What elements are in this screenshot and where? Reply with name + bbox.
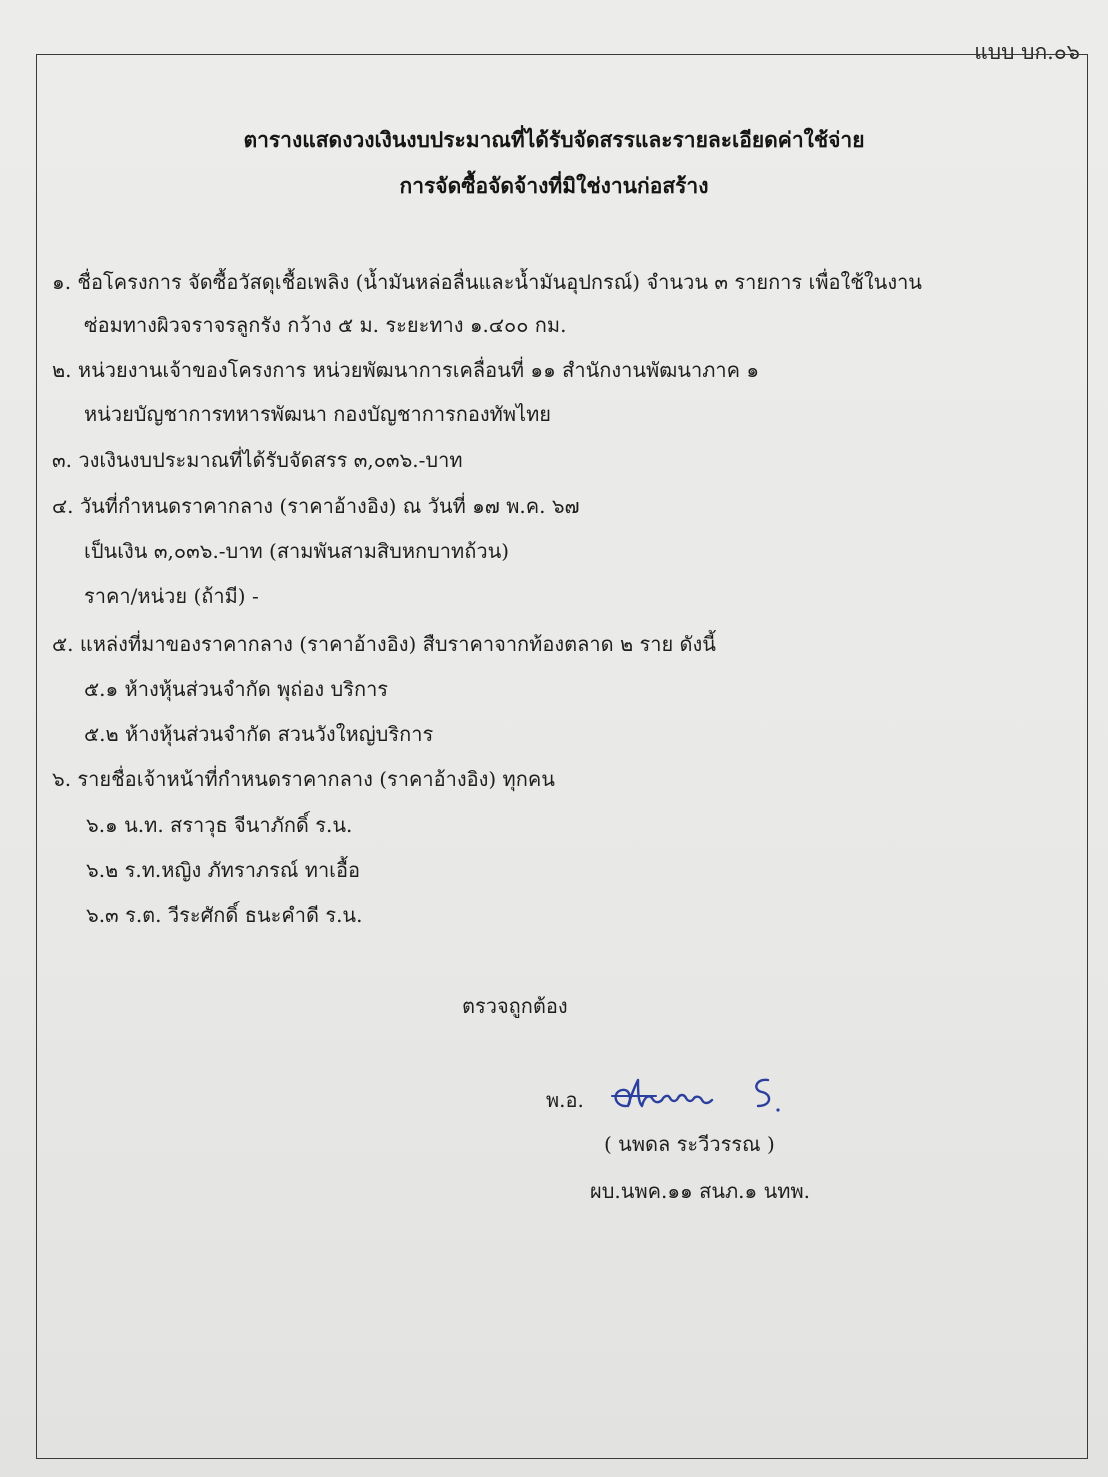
item-5-1-vendor: ๕.๑ ห้างหุ้นส่วนจำกัด พุถ่อง บริการ <box>84 677 389 701</box>
signer-position: ผบ.นพค.๑๑ สนภ.๑ นทพ. <box>590 1179 810 1203</box>
item-6-3-official: ๖.๓ ร.ต. วีระศักดิ์ ธนะคำดี ร.น. <box>86 903 363 927</box>
document-title-line-1: ตารางแสดงวงเงินงบประมาณที่ได้รับจัดสรรและรายละเอียดค่าใช้จ่าย <box>243 127 865 152</box>
item-6-1-official: ๖.๑ น.ท. สราวุธ จีนาภักดิ์ ร.น. <box>86 813 353 837</box>
handwritten-signature <box>608 1072 788 1120</box>
item-3-budget: ๓. วงเงินงบประมาณที่ได้รับจัดสรร ๓,๐๓๖.-บาท <box>52 448 463 472</box>
item-4-amount: เป็นเงิน ๓,๐๓๖.-บาท (สามพันสามสิบหกบาทถ้วน) <box>84 539 510 563</box>
item-1-project-detail: ซ่อมทางผิวจราจรลูกรัง กว้าง ๕ ม. ระยะทาง ๑.๔๐๐ กม. <box>84 313 567 337</box>
item-2-owner-command: หน่วยบัญชาการทหารพัฒนา กองบัญชาการกองทัพไทย <box>84 402 552 426</box>
item-5-price-source: ๕. แหล่งที่มาของราคากลาง (ราคาอ้างอิง) สืบราคาจากท้องตลาด ๒ ราย ดังนี้ <box>52 632 716 656</box>
document-frame <box>36 54 1088 1459</box>
signer-name: ( นพดล ระวีวรรณ ) <box>604 1132 775 1156</box>
item-6-officials: ๖. รายชื่อเจ้าหน้าที่กำหนดราคากลาง (ราคาอ้างอิง) ทุกคน <box>52 767 555 791</box>
item-5-2-vendor: ๕.๒ ห้างหุ้นส่วนจำกัด สวนวังใหญ่บริการ <box>84 722 434 746</box>
signer-rank: พ.อ. <box>546 1088 584 1112</box>
verified-label: ตรวจถูกต้อง <box>462 994 568 1018</box>
item-4-unit-price: ราคา/หน่วย (ถ้ามี) - <box>84 584 259 608</box>
item-1-project-name: ๑. ชื่อโครงการ จัดซื้อวัสดุเชื้อเพลิง (น้ำมันหล่อลื่นและน้ำมันอุปกรณ์) จำนวน ๓ รายการ เพื่อใช้ในงาน <box>52 270 922 294</box>
form-code: แบบ บก.๐๖ <box>974 40 1080 64</box>
item-2-owner-unit: ๒. หน่วยงานเจ้าของโครงการ หน่วยพัฒนาการเคลื่อนที่ ๑๑ สำนักงานพัฒนาภาค ๑ <box>52 358 760 382</box>
item-4-reference-date: ๔. วันที่กำหนดราคากลาง (ราคาอ้างอิง) ณ วันที่ ๑๗ พ.ค. ๖๗ <box>52 494 580 518</box>
document-title-line-2: การจัดซื้อจัดจ้างที่มิใช่งานก่อสร้าง <box>399 173 709 198</box>
item-6-2-official: ๖.๒ ร.ท.หญิง ภัทราภรณ์ ทาเอื้อ <box>86 858 361 882</box>
